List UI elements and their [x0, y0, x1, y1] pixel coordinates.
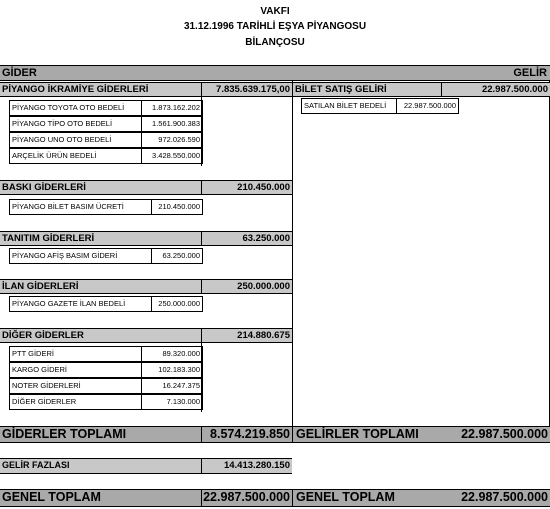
- item-value: 250.000.000: [158, 299, 200, 308]
- item-value: 1.561.900.383: [152, 119, 200, 128]
- diger-item-row: [9, 362, 203, 378]
- tanitim-item-row: [9, 248, 203, 264]
- baski-total: 210.450.000: [237, 182, 290, 193]
- income-total-label: GELİRLER TOPLAMI: [296, 427, 419, 441]
- diger-item-row: [9, 378, 203, 394]
- income-column-header: GELİR: [513, 67, 547, 79]
- item-label: PTT GİDERİ: [12, 349, 54, 358]
- item-label: DİĞER GİDERLER: [12, 397, 77, 406]
- tanitim-category-header: [0, 231, 292, 246]
- ikramiye-item-row: [9, 132, 203, 148]
- expense-total-label: GİDERLER TOPLAMI: [2, 427, 127, 441]
- center-divider: [292, 81, 293, 426]
- item-value: 102.183.300: [158, 365, 200, 374]
- item-label: PİYANGO TİPO OTO BEDELİ: [12, 119, 113, 128]
- item-label: PİYANGO BİLET BASIM ÜCRETİ: [12, 202, 124, 211]
- item-value: 7.130.000: [166, 397, 200, 406]
- income-category-header: [293, 82, 550, 97]
- grand-total-bar: [0, 489, 550, 507]
- surplus-label: GELİR FAZLASI: [2, 460, 70, 470]
- tanitim-total: 63.250.000: [242, 233, 290, 244]
- org-title: VAKFI: [260, 6, 290, 17]
- income-total-value: 22.987.500.000: [461, 427, 548, 441]
- diger-label: DİĞER GİDERLER: [2, 330, 84, 341]
- item-label: NOTER GİDERLERİ: [12, 381, 81, 390]
- ilan-label: İLAN GİDERLERİ: [2, 281, 79, 292]
- ilan-total: 250.000.000: [237, 281, 290, 292]
- expense-total-value: 8.574.219.850: [210, 427, 290, 441]
- item-label: KARGO GİDERİ: [12, 365, 68, 374]
- ikramiye-item-row: [9, 148, 203, 164]
- diger-item-row: [9, 394, 203, 410]
- grand-total-value-right: 22.987.500.000: [461, 490, 548, 504]
- income-item-value: 22.987.500.000: [403, 101, 456, 110]
- ilan-category-header: [0, 279, 292, 294]
- item-value: 89.320.000: [162, 349, 200, 358]
- baski-category-header: [0, 180, 292, 195]
- income-item-label: SATILAN BİLET BEDELİ: [304, 101, 387, 110]
- ikramiye-item-row: [9, 116, 203, 132]
- item-value: 972.026.590: [158, 135, 200, 144]
- item-label: PİYANGO GAZETE İLAN BEDELİ: [12, 299, 126, 308]
- item-value: 16.247.375: [162, 381, 200, 390]
- income-category-total: 22.987.500.000: [481, 84, 548, 95]
- diger-category-header: [0, 328, 292, 343]
- income-item-row: [301, 98, 459, 114]
- diger-item-row: [9, 346, 203, 362]
- totals-bar: [0, 426, 550, 443]
- ikramiye-total: 7.835.639.175,00: [216, 84, 290, 95]
- surplus-row: [0, 458, 292, 474]
- item-label: PİYANGO TOYOTA OTO BEDELİ: [12, 103, 125, 112]
- grand-total-label-right: GENEL TOPLAM: [296, 490, 395, 504]
- expense-column-header: GİDER: [2, 67, 37, 79]
- baski-item-row: [9, 199, 203, 215]
- grand-total-value-left: 22.987.500.000: [203, 490, 290, 504]
- item-value: 210.450.000: [158, 202, 200, 211]
- surplus-value: 14.413.280.150: [223, 460, 290, 471]
- ikramiye-label: PİYANGO İKRAMİYE GİDERLERİ: [2, 84, 149, 95]
- report-subtitle: BİLANÇOSU: [245, 37, 305, 48]
- diger-total: 214.880.675: [237, 330, 290, 341]
- item-label: PİYANGO UNO OTO BEDELİ: [12, 135, 112, 144]
- item-value: 63.250.000: [162, 251, 200, 260]
- income-category-label: BİLET SATIŞ GELİRİ: [295, 84, 387, 95]
- tanitim-label: TANITIM GİDERLERİ: [2, 233, 95, 244]
- item-value: 3.428.550.000: [152, 151, 200, 160]
- ilan-item-row: [9, 296, 203, 312]
- baski-label: BASKI GİDERLERİ: [2, 182, 86, 193]
- column-header-bar: [0, 65, 550, 81]
- ikramiye-item-row: [9, 100, 203, 116]
- report-title: 31.12.1996 TARİHLİ EŞYA PİYANGOSU: [183, 21, 367, 32]
- item-value: 1.873.162.202: [152, 103, 200, 112]
- item-label: PİYANGO AFİŞ BASIM GİDERİ: [12, 251, 118, 260]
- ikramiye-category-header: [0, 82, 292, 97]
- item-label: ARÇELİK ÜRÜN BEDELİ: [12, 151, 97, 160]
- grand-total-label-left: GENEL TOPLAM: [2, 490, 101, 504]
